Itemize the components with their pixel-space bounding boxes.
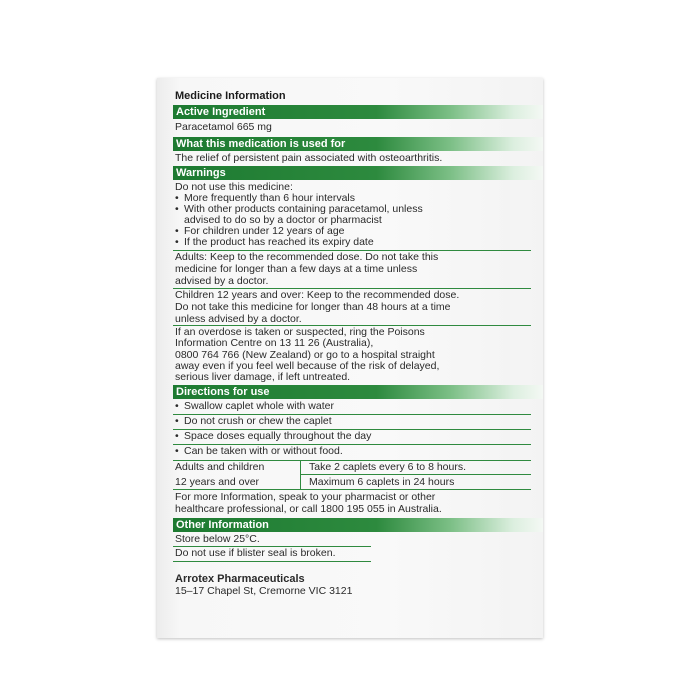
adults-warning-line: medicine for longer than a few days at a time unless — [175, 263, 418, 275]
warning-bullet: • More frequently than 6 hour intervals — [175, 193, 355, 205]
warning-bullet: • If the product has reached its expiry date — [175, 237, 374, 249]
direction-bullet: • Can be taken with or without food. — [175, 446, 343, 458]
dose-table-age: Adults and children — [175, 461, 265, 473]
adults-warning-line: advised by a doctor. — [175, 275, 269, 287]
overdose-line: serious liver damage, if left untreated. — [175, 371, 351, 383]
company-address: 15–17 Chapel St, Cremorne VIC 3121 — [175, 585, 353, 597]
usage-text: The relief of persistent pain associated with osteoarthritis. — [175, 152, 443, 164]
direction-bullet: • Swallow caplet whole with water — [175, 401, 334, 413]
children-warning-line: unless advised by a doctor. — [175, 313, 302, 325]
section-header-directions: Directions for use — [173, 385, 543, 399]
section-header-warnings: Warnings — [173, 166, 543, 180]
children-warning-line: Do not take this medicine for longer than 48 hours at a time — [175, 301, 451, 313]
direction-bullet: • Space doses equally throughout the day — [175, 431, 371, 443]
dose-table-amount: Take 2 caplets every 6 to 8 hours. — [309, 461, 467, 473]
overdose-line: away even if you feel well because of the risk of delayed, — [175, 360, 440, 372]
direction-bullet: • Do not crush or chew the caplet — [175, 416, 332, 428]
divider — [173, 489, 531, 490]
more-info-line: For more Information, speak to your pharmacist or other — [175, 491, 436, 503]
adults-warning-line: Adults: Keep to the recommended dose. Do not take this — [175, 251, 439, 263]
section-header-usage: What this medication is used for — [173, 137, 543, 151]
divider — [173, 561, 371, 562]
dose-table-age: 12 years and over — [175, 476, 260, 488]
children-warning-line: Children 12 years and over: Keep to the recommended dose. — [175, 289, 460, 301]
page-title: Medicine Information — [175, 90, 286, 102]
warning-bullet-cont: advised to do so by a doctor or pharmacist — [184, 214, 382, 226]
warning-bullet: • With other products containing paracetamol, unless — [175, 204, 423, 216]
active-ingredient-text: Paracetamol 665 mg — [175, 121, 272, 133]
section-header-other: Other Information — [173, 518, 543, 532]
storage-text: Store below 25°C. — [175, 533, 260, 545]
warnings-intro: Do not use this medicine: — [175, 181, 293, 193]
warning-bullet: • For children under 12 years of age — [175, 226, 345, 238]
section-header-active-ingredient: Active Ingredient — [173, 105, 543, 119]
dose-table-amount: Maximum 6 caplets in 24 hours — [309, 476, 455, 488]
overdose-line: If an overdose is taken or suspected, ring the Poisons — [175, 326, 425, 338]
company-name: Arrotex Pharmaceuticals — [175, 573, 305, 585]
divider — [301, 474, 531, 475]
overdose-line: Information Centre on 13 11 26 (Australia), — [175, 337, 374, 349]
overdose-line: 0800 764 766 (New Zealand) or go to a hospital straight — [175, 349, 435, 361]
more-info-line: healthcare professional, or call 1800 195 055 in Australia. — [175, 503, 442, 515]
blister-warning-text: Do not use if blister seal is broken. — [175, 547, 336, 559]
medicine-box — [157, 78, 543, 638]
